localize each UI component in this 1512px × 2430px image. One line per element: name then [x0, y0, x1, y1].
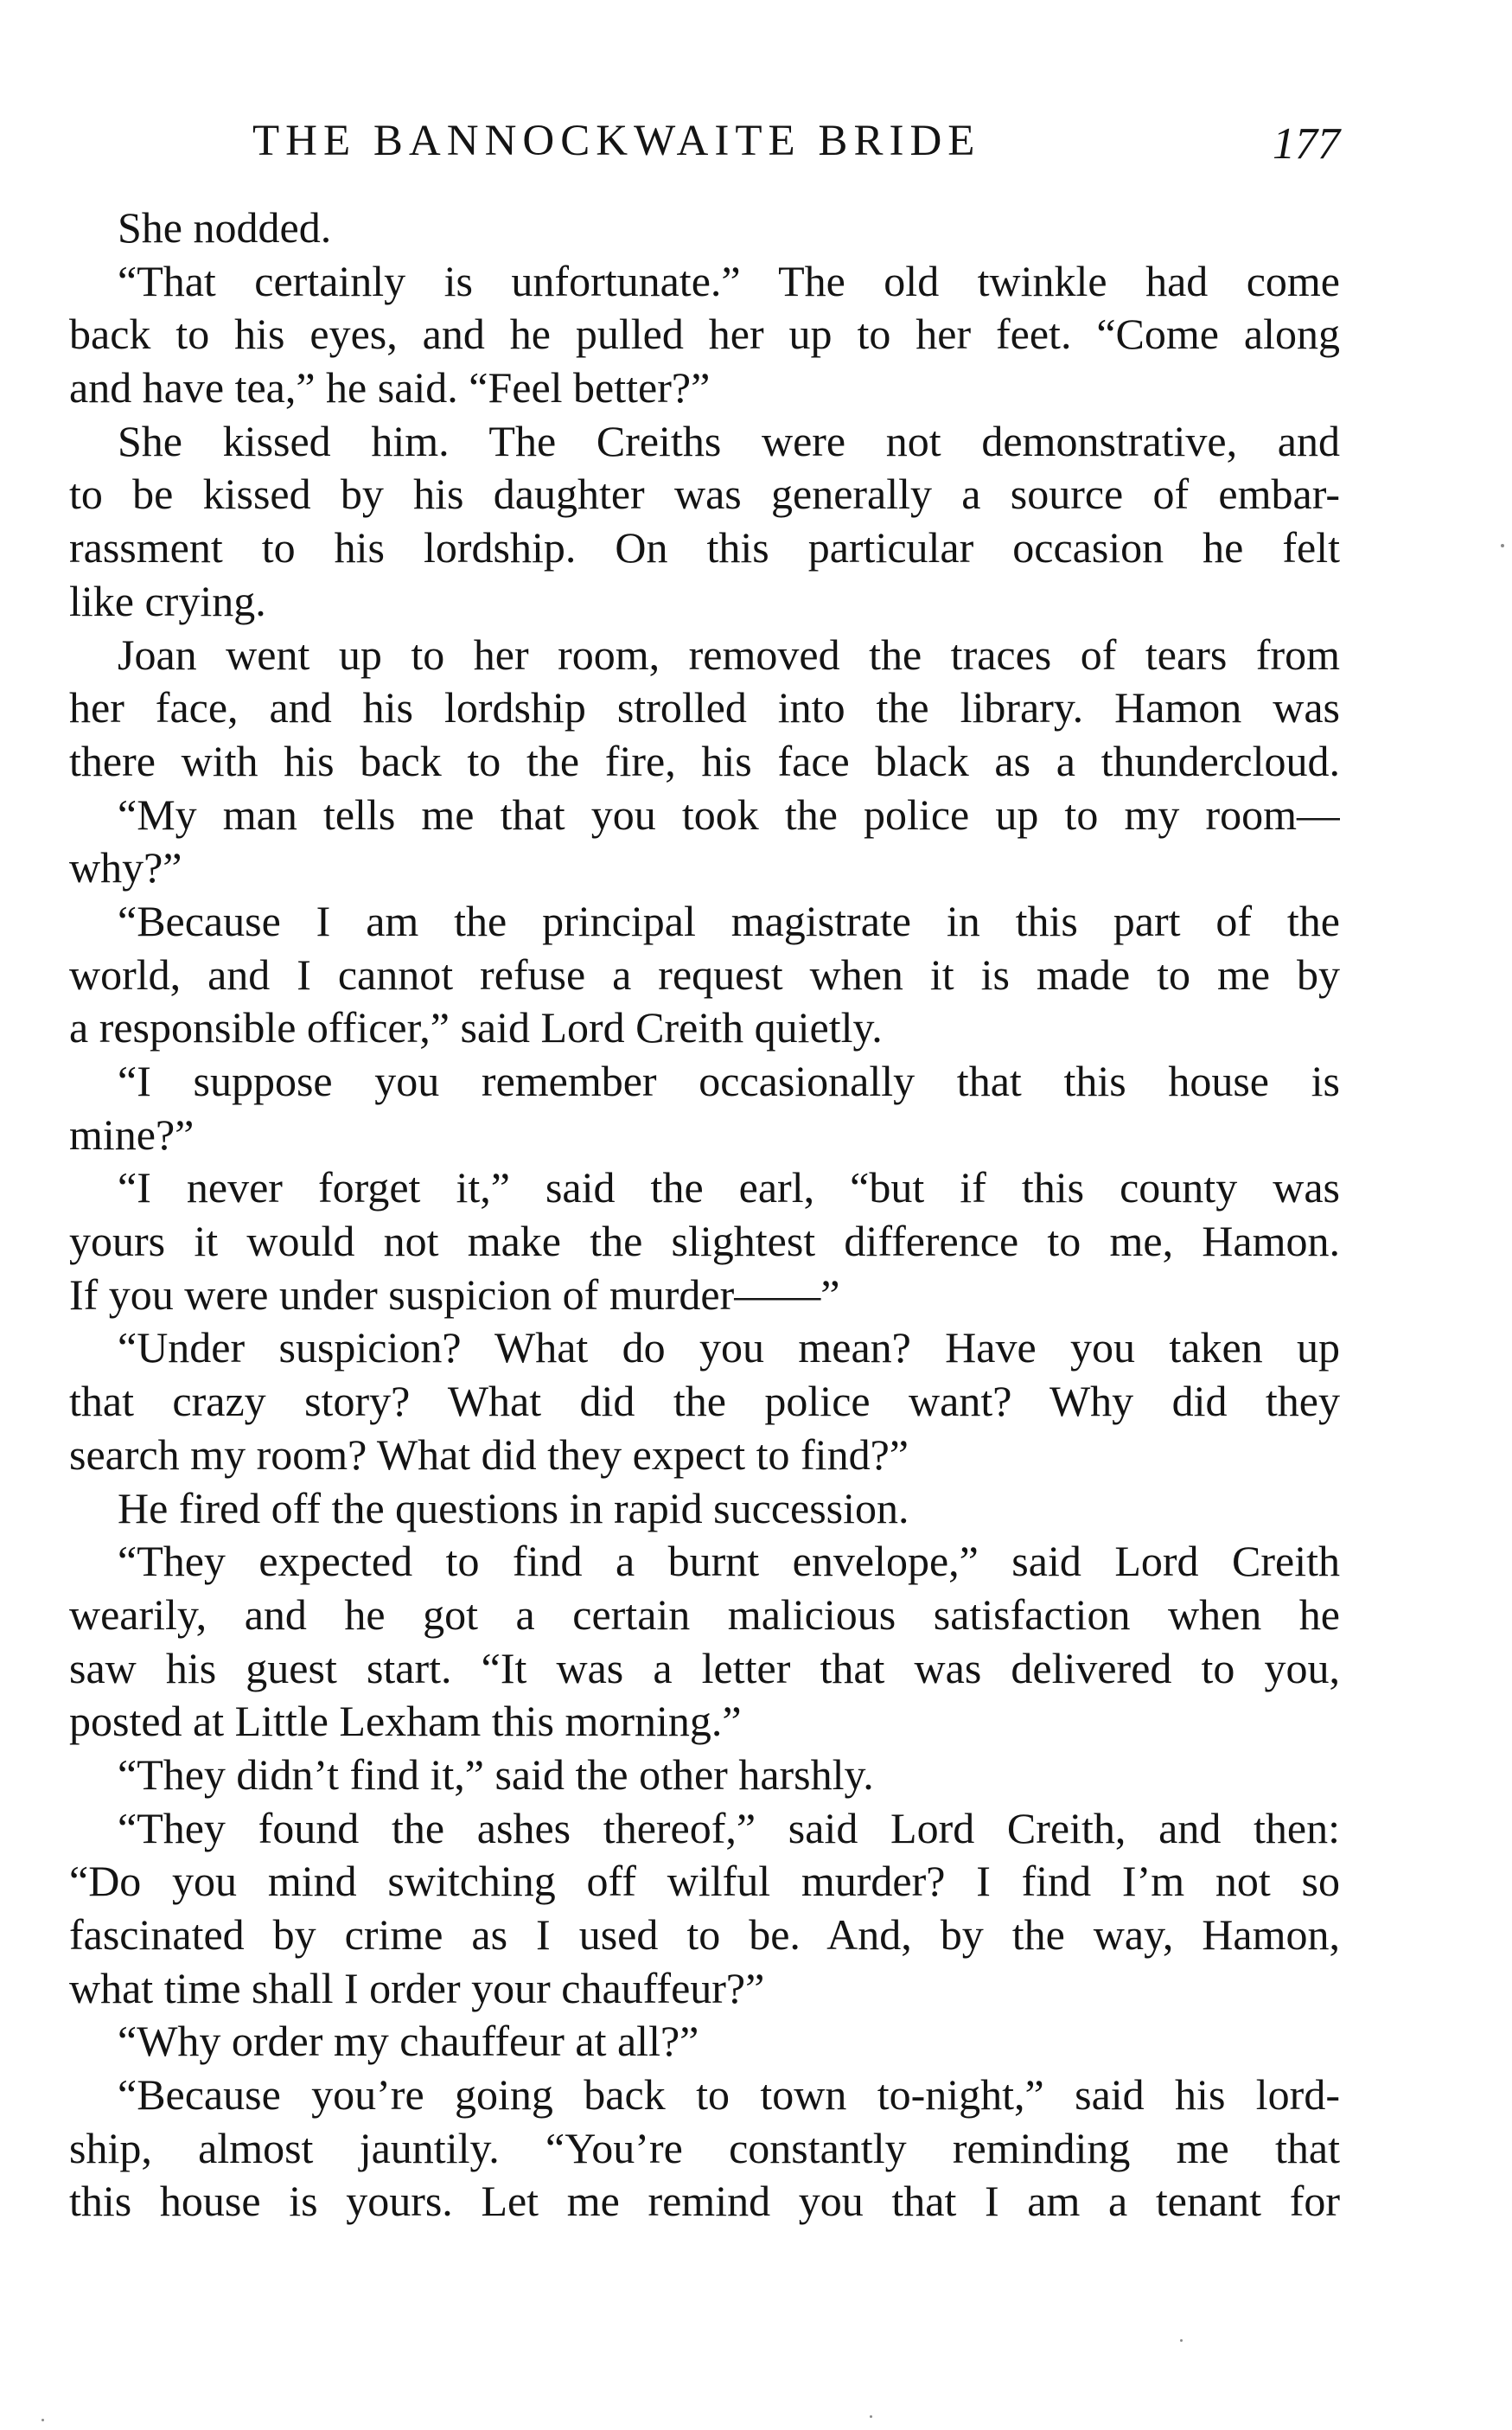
running-head: [69, 111, 1340, 171]
paper-speck: [41, 2419, 44, 2421]
text-line: yours it would not make the slightest difference to me, Hamon.: [69, 1217, 1340, 1266]
text-line: wearily, and he got a certain malicious satisfaction when he: [69, 1589, 1340, 1639]
running-title: THE BANNOCKWAITE BRIDE: [252, 117, 981, 165]
text-line: “I suppose you remember occasionally that this house is: [118, 1057, 1340, 1105]
text-line: posted at Little Lexham this morning.”: [69, 1697, 742, 1746]
text-line: like crying.: [69, 576, 266, 625]
text-line: “That certainly is unfortunate.” The old twinkle had come: [118, 256, 1340, 305]
text-line: why?”: [69, 843, 182, 892]
text-line: “I never forget it,” said the earl, “but if this county was: [118, 1163, 1340, 1212]
body-text: [69, 201, 1340, 2229]
text-line: saw his guest start. “It was a letter that was delivered to you,: [69, 1643, 1340, 1692]
text-line: “Why order my chauffeur at all?”: [118, 2017, 699, 2066]
text-line: her face, and his lordship strolled into the library. Hamon was: [69, 683, 1340, 732]
text-line: and have tea,” he said. “Feel better?”: [69, 363, 711, 412]
text-line: world, and I cannot refuse a request when it is made to me by: [69, 950, 1340, 999]
text-line: “My man tells me that you took the police up to my room—: [118, 790, 1340, 839]
paper-speck: [1180, 2339, 1183, 2342]
text-line: “Do you mind switching off wilful murder? I find I’m not so: [69, 1857, 1340, 1906]
text-line: there with his back to the fire, his face black as a thundercloud.: [69, 736, 1340, 785]
text-line: what time shall I order your chauffeur?”: [69, 1963, 765, 2012]
text-line: ship, almost jauntily. “You’re constantly reminding me that: [69, 2123, 1340, 2172]
text-line: “They didn’t find it,” said the other harshly.: [118, 1749, 874, 1799]
text-line: Joan went up to her room, removed the traces of tears from: [118, 630, 1340, 679]
page-number: 177: [1273, 119, 1340, 169]
text-line: fascinated by crime as I used to be. And, by the way, Hamon,: [69, 1910, 1340, 1959]
text-line: “They expected to find a burnt envelope,” said Lord Creith: [118, 1537, 1340, 1586]
text-line: She kissed him. The Creiths were not demonstrative, and: [118, 416, 1340, 465]
text-line: a responsible officer,” said Lord Creith quietly.: [69, 1003, 883, 1052]
text-line: “Because you’re going back to town to-night,” said his lord-: [118, 2070, 1340, 2120]
text-line: back to his eyes, and he pulled her up to her feet. “Come along: [69, 310, 1340, 359]
text-line: “Because I am the principal magistrate in this part of the: [118, 896, 1340, 945]
text-line: “They found the ashes thereof,” said Lord Creith, and then:: [118, 1803, 1340, 1852]
paper-speck: [870, 2415, 872, 2418]
text-line: search my room? What did they expect to find?”: [69, 1429, 909, 1479]
text-line: “Under suspicion? What do you mean? Have you taken up: [118, 1323, 1340, 1372]
text-line: to be kissed by his daughter was generally a source of embar-: [69, 470, 1340, 519]
text-line: mine?”: [69, 1109, 195, 1159]
paper-speck: [1501, 544, 1504, 547]
text-line: If you were under suspicion of murder——”: [69, 1269, 840, 1319]
text-line: rassment to his lordship. On this particular occasion he felt: [69, 523, 1340, 572]
text-line: that crazy story? What did the police want? Why did they: [69, 1377, 1340, 1426]
text-line: She nodded.: [118, 203, 332, 252]
text-line: He fired off the questions in rapid succession.: [118, 1483, 909, 1532]
text-line: this house is yours. Let me remind you that I am a tenant for: [69, 2177, 1340, 2226]
